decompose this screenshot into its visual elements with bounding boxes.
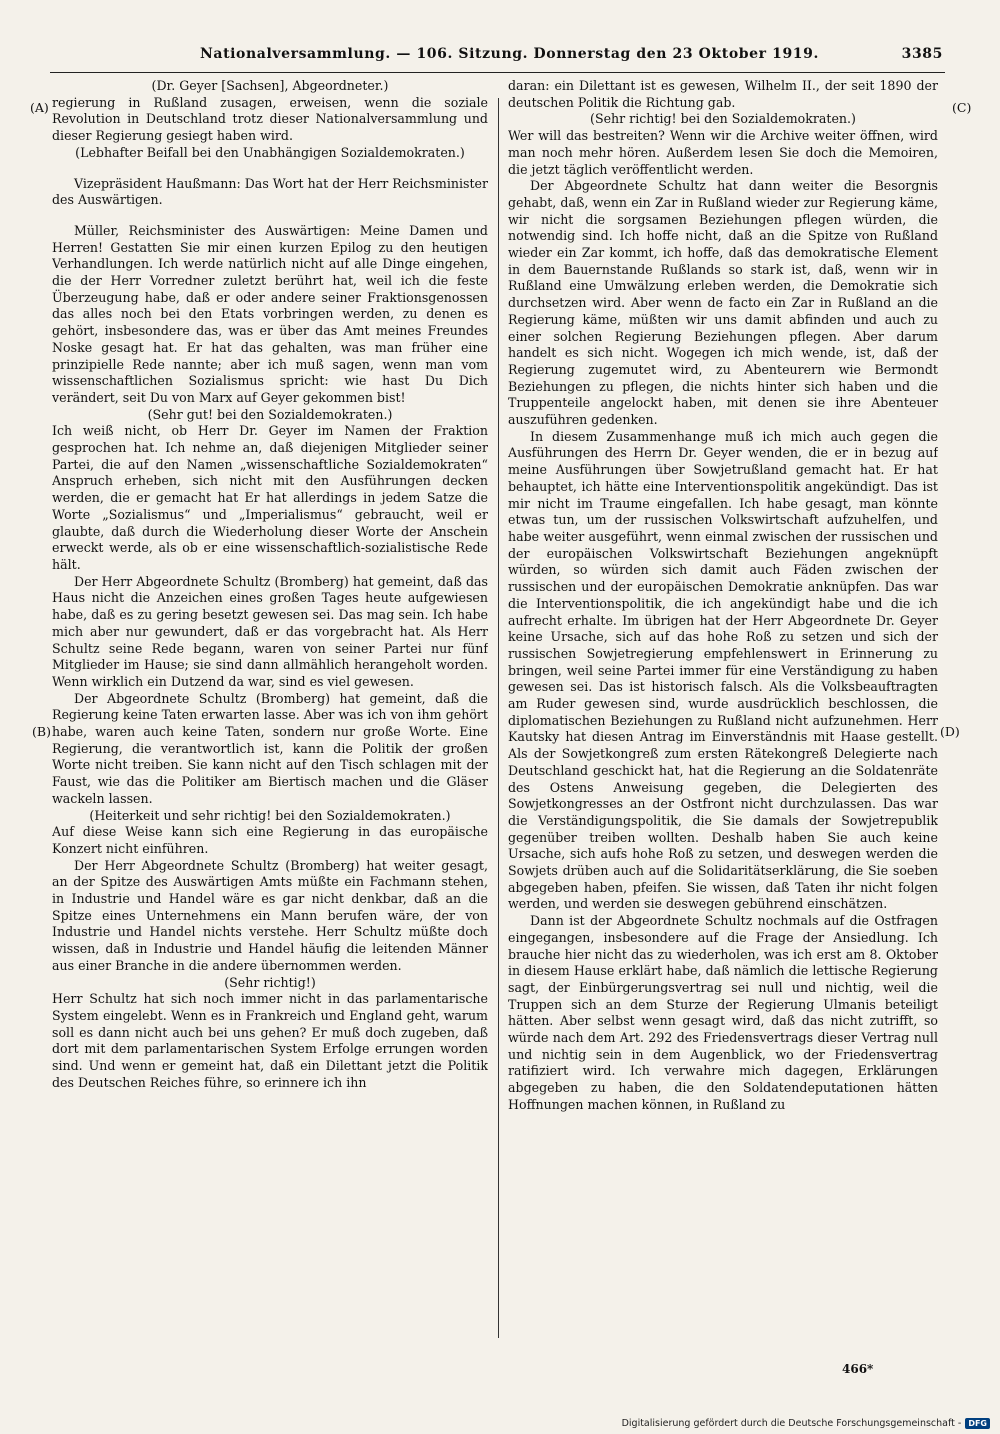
paragraph: Herr Schultz hat sich noch immer nicht in das parlamentarische System eingelebt. Wenn es in Frankreich und England geht, warum soll es dann nicht auch bei uns gehen? Er muß doch zugeben, daß dort mit dem parlamentarischen System Erfolge errungen worden sind. Und wenn er gemeint hat, daß ein Dilettant jetzt die Politik des Deutschen Reiches führe, so erinnere ich ihn (52, 991, 488, 1090)
interjection: (Heiterkeit und sehr richtig! bei den Sozialdemokraten.) (89, 807, 451, 823)
paragraph: Der Herr Abgeordnete Schultz (Bromberg) hat gemeint, daß das Haus nicht die Anzeichen eines großen Tages heute aufgewiesen habe, daß es zu gering besetzt gewesen sei. Das mag sein. Ich habe mich aber nur gewundert, daß er das vorgebracht hat. Als Herr Schultz seine Rede begann, waren von seiner Partei nur fünf Mitglieder im Hause; sie sind dann allmählich herangeholt worden. Wenn wirklich ein Dutzend da war, sind es viel gewesen. (52, 573, 488, 689)
running-header (50, 46, 945, 73)
paragraph: Wer will das bestreiten? Wenn wir die Archive weiter öffnen, wird man noch mehr hören. Außerdem lesen Sie doch die Memoiren, die jetzt täglich veröffentlicht werden. (508, 128, 938, 177)
paragraph: Ich weiß nicht, ob Herr Dr. Geyer im Namen der Fraktion gesprochen hat. Ich nehme an, daß diejenigen Mitglieder seiner Partei, die auf den Namen „wissenschaftliche Sozialdemokraten“ Anspruch erheben, sich nicht mit den Ausführungen decken werden, die er gemacht hat Er hat allerdings in jedem Satze die Worte „Sozialismus“ und „Imperialismus“ gebraucht, weil er glaubte, daß durch die Wiederholung dieser Worte der Anschein erweckt werde, als ob er eine wissenschaftlich-sozialistische Rede hält. (52, 423, 488, 572)
paragraph: regierung in Rußland zusagen, erweisen, wenn die soziale Revolution in Deutschland trotz dieser Nationalversammlung und dieser Regierung gesiegt haben wird. (52, 94, 488, 144)
interjection: (Sehr richtig! bei den Sozialdemokraten.) (590, 111, 856, 127)
margin-marker-d: (D) (940, 724, 960, 739)
paragraph: Der Abgeordnete Schultz hat dann weiter die Besorgnis gehabt, daß, wenn ein Zar in Rußland wieder zur Regierung käme, wir nicht die sorgsamen Beziehungen pflegen würden, die notwendig sind. Ich hoffe nicht, daß an die Spitze von Rußland wieder ein Zar kommt, ich hoffe, daß das demokratische Element in dem Bauernstande Rußlands so stark ist, daß, wenn wir in Rußland eine Umwälzung erleben werden, die Demokratie sich durchsetzen wird. Aber wenn de facto ein Zar in Rußland an die Regierung käme, müßten wir uns damit abfinden und auch zu einer solchen Regierung Beziehungen pflegen. Aber darum handelt es sich nicht. Wogegen ich mich wende, ist, daß der Regierung zugemutet wird, zu Abenteurern wie Bermondt Beziehungen zu pflegen, die nichts hinter sich haben und die Truppenteile angelockt haben, mit denen sie ihre Abenteuer auszuführen gedenken. (508, 178, 938, 428)
paragraph: In diesem Zusammenhange muß ich mich auch gegen die Ausführungen des Herrn Dr. Geyer wenden, die er in bezug auf meine Ausführungen über Sowjetrußland gemacht hat. Er hat behauptet, ich hätte eine Interventionspolitik angekündigt. Das ist mir nicht im Traume eingefallen. Ich habe gesagt, man könnte etwas tun, um der russischen Volkswirtschaft aufzuhelfen, und habe weiter ausgeführt, wenn einmal zwischen der russischen und der europäischen Volkswirtschaft Beziehungen angeknüpft würden, so würden sich damit auch Fäden zwischen der russischen und der europäischen Demokratie anknüpfen. Das war die Interventionspolitik, die ich angekündigt habe und die ich aufrecht erhalte. Im übrigen hat der Herr Abgeordnete Dr. Geyer keine Ursache, sich auf das hohe Roß zu setzen und sich der russischen Sowjetregierung empfehlenswert in Erinnerung zu bringen, weil seine Partei immer für eine Verständigung zu haben gewesen sei. Das ist historisch falsch. Als die Volksbeauftragten am Ruder gewesen sind, wurde ausdrücklich beschlossen, die diplomatischen Beziehungen zu Rußland nicht aufzunehmen. Herr Kautsky hat diesen Antrag im Einverständnis mit Haase gestellt. Als der Sowjetkongreß zum ersten Rätekongreß Delegierte nach Deutschland geschickt hat, hat die Regierung an die Soldatenräte des Ostens Anweisung gegeben, die Delegierten des Sowjetkongresses an der Ostfront nicht durchzulassen. Das war die Verständigungspolitik, die Sie damals der Sowjetrepublik gegenüber treiben wollten. Deshalb haben Sie auch keine Ursache, sich aufs hohe Roß zu setzen, und deswegen werden die Sowjets drüben auch auf die Solidaritätserklärung, die Sie soeben abgegeben haben, pfeifen. Sie wissen, daß Taten ihr nicht folgen werden, und werden sie deswegen gebührend einschätzen. (508, 428, 938, 912)
interjection: (Sehr richtig!) (224, 974, 316, 990)
right-column (508, 78, 938, 1348)
column-divider (498, 98, 499, 1338)
paragraph: Der Herr Abgeordnete Schultz (Bromberg) hat weiter gesagt, an der Spitze des Auswärtigen Amts müßte ein Fachmann stehen, in Industrie und Handel wäre es gar nicht denkbar, daß an die Spitze eines Unternehmens ein Mann berufen wäre, der von Industrie und Handel nichts verstehe. Herr Schultz müßte doch wissen, daß in Industrie und Handel häufig die leitenden Männer aus einer Branche in die andere übernommen werden. (52, 857, 488, 973)
paragraph: Vizepräsident Haußmann: Das Wort hat der Herr Reichsminister des Auswärtigen. (52, 175, 488, 208)
left-column (52, 78, 488, 1348)
interjection: (Sehr gut! bei den Sozialdemokraten.) (147, 406, 393, 422)
dfg-logo: DFG (965, 1418, 990, 1429)
interjection: (Dr. Geyer [Sachsen], Abgeordneter.) (151, 78, 389, 93)
margin-marker-b: (B) (32, 724, 51, 739)
margin-marker-c: (C) (952, 100, 972, 115)
header-title: Nationalversammlung. — 106. Sitzung. Donnerstag den 23 Oktober 1919. (200, 46, 819, 62)
page-number: 3385 (901, 46, 943, 62)
signature-mark: 466* (842, 1362, 874, 1376)
paragraph: Auf diese Weise kann sich eine Regierung in das europäische Konzert nicht einführen. (52, 824, 488, 856)
margin-marker-a: (A) (30, 100, 49, 115)
digitization-credit (622, 1418, 990, 1429)
credit-text: Digitalisierung gefördert durch die Deutsche Forschungsgemeinschaft - (621, 1418, 962, 1429)
paragraph: Müller, Reichsminister des Auswärtigen: Meine Damen und Herren! Gestatten Sie mir einen kurzen Epilog zu den heutigen Verhandlungen. Ich werde natürlich nicht auf alle Dinge eingehen, die der Herr Vorredner zuletzt berührt hat, weil ich die feste Überzeugung habe, daß er oder andere seiner Fraktionsgenossen das alles noch bei den Etats vorbringen werden, zu denen es gehört, insbesondere das, was er über das Amt meines Freundes Noske gesagt hat. Er hat das gehalten, was man früher eine prinzipielle Rede nannte; aber ich muß sagen, wenn man vom wissenschaftlichen Sozialismus spricht: wie hast Du Dich verändert, seit Du von Marx auf Geyer gekommen bist! (52, 222, 488, 405)
paragraph: daran: ein Dilettant ist es gewesen, Wilhelm II., der seit 1890 der deutschen Politik die Richtung gab. (508, 78, 938, 110)
paragraph: Dann ist der Abgeordnete Schultz nochmals auf die Ostfragen eingegangen, insbesondere auf die Frage der Ansiedlung. Ich brauche hier nicht das zu wiederholen, was ich erst am 8. Oktober in diesem Hause erklärt habe, daß nämlich die lettische Regierung sagt, der Einbürgerungsvertrag sei null und nichtig, weil die Truppen sich an dem Sturze der Regierung Ulmanis beteiligt hätten. Aber selbst wenn gesagt wird, daß das nicht zutrifft, so würde nach dem Art. 292 des Friedensvertrags dieser Vertrag null und nichtig sein in dem Augenblick, wo der Friedensvertrag ratifiziert wird. Ich verwahre mich dagegen, Erklärungen abgegeben zu haben, die den Soldatendeputationen hätten Hoffnungen machen können, in Rußland zu (508, 913, 938, 1112)
paragraph: Der Abgeordnete Schultz (Bromberg) hat gemeint, daß die Regierung keine Taten erwarten lasse. Aber was ich von ihm gehört habe, waren auch keine Taten, sondern nur große Worte. Eine Regierung, die verantwortlich ist, kann die Politik der großen Worte nicht treiben. Sie kann nicht auf den Tisch schlagen mit der Faust, wie das die Politiker am Biertisch machen und die Gläser wackeln lassen. (52, 690, 488, 806)
interjection: (Lebhafter Beifall bei den Unabhängigen Sozialdemokraten.) (75, 144, 465, 160)
